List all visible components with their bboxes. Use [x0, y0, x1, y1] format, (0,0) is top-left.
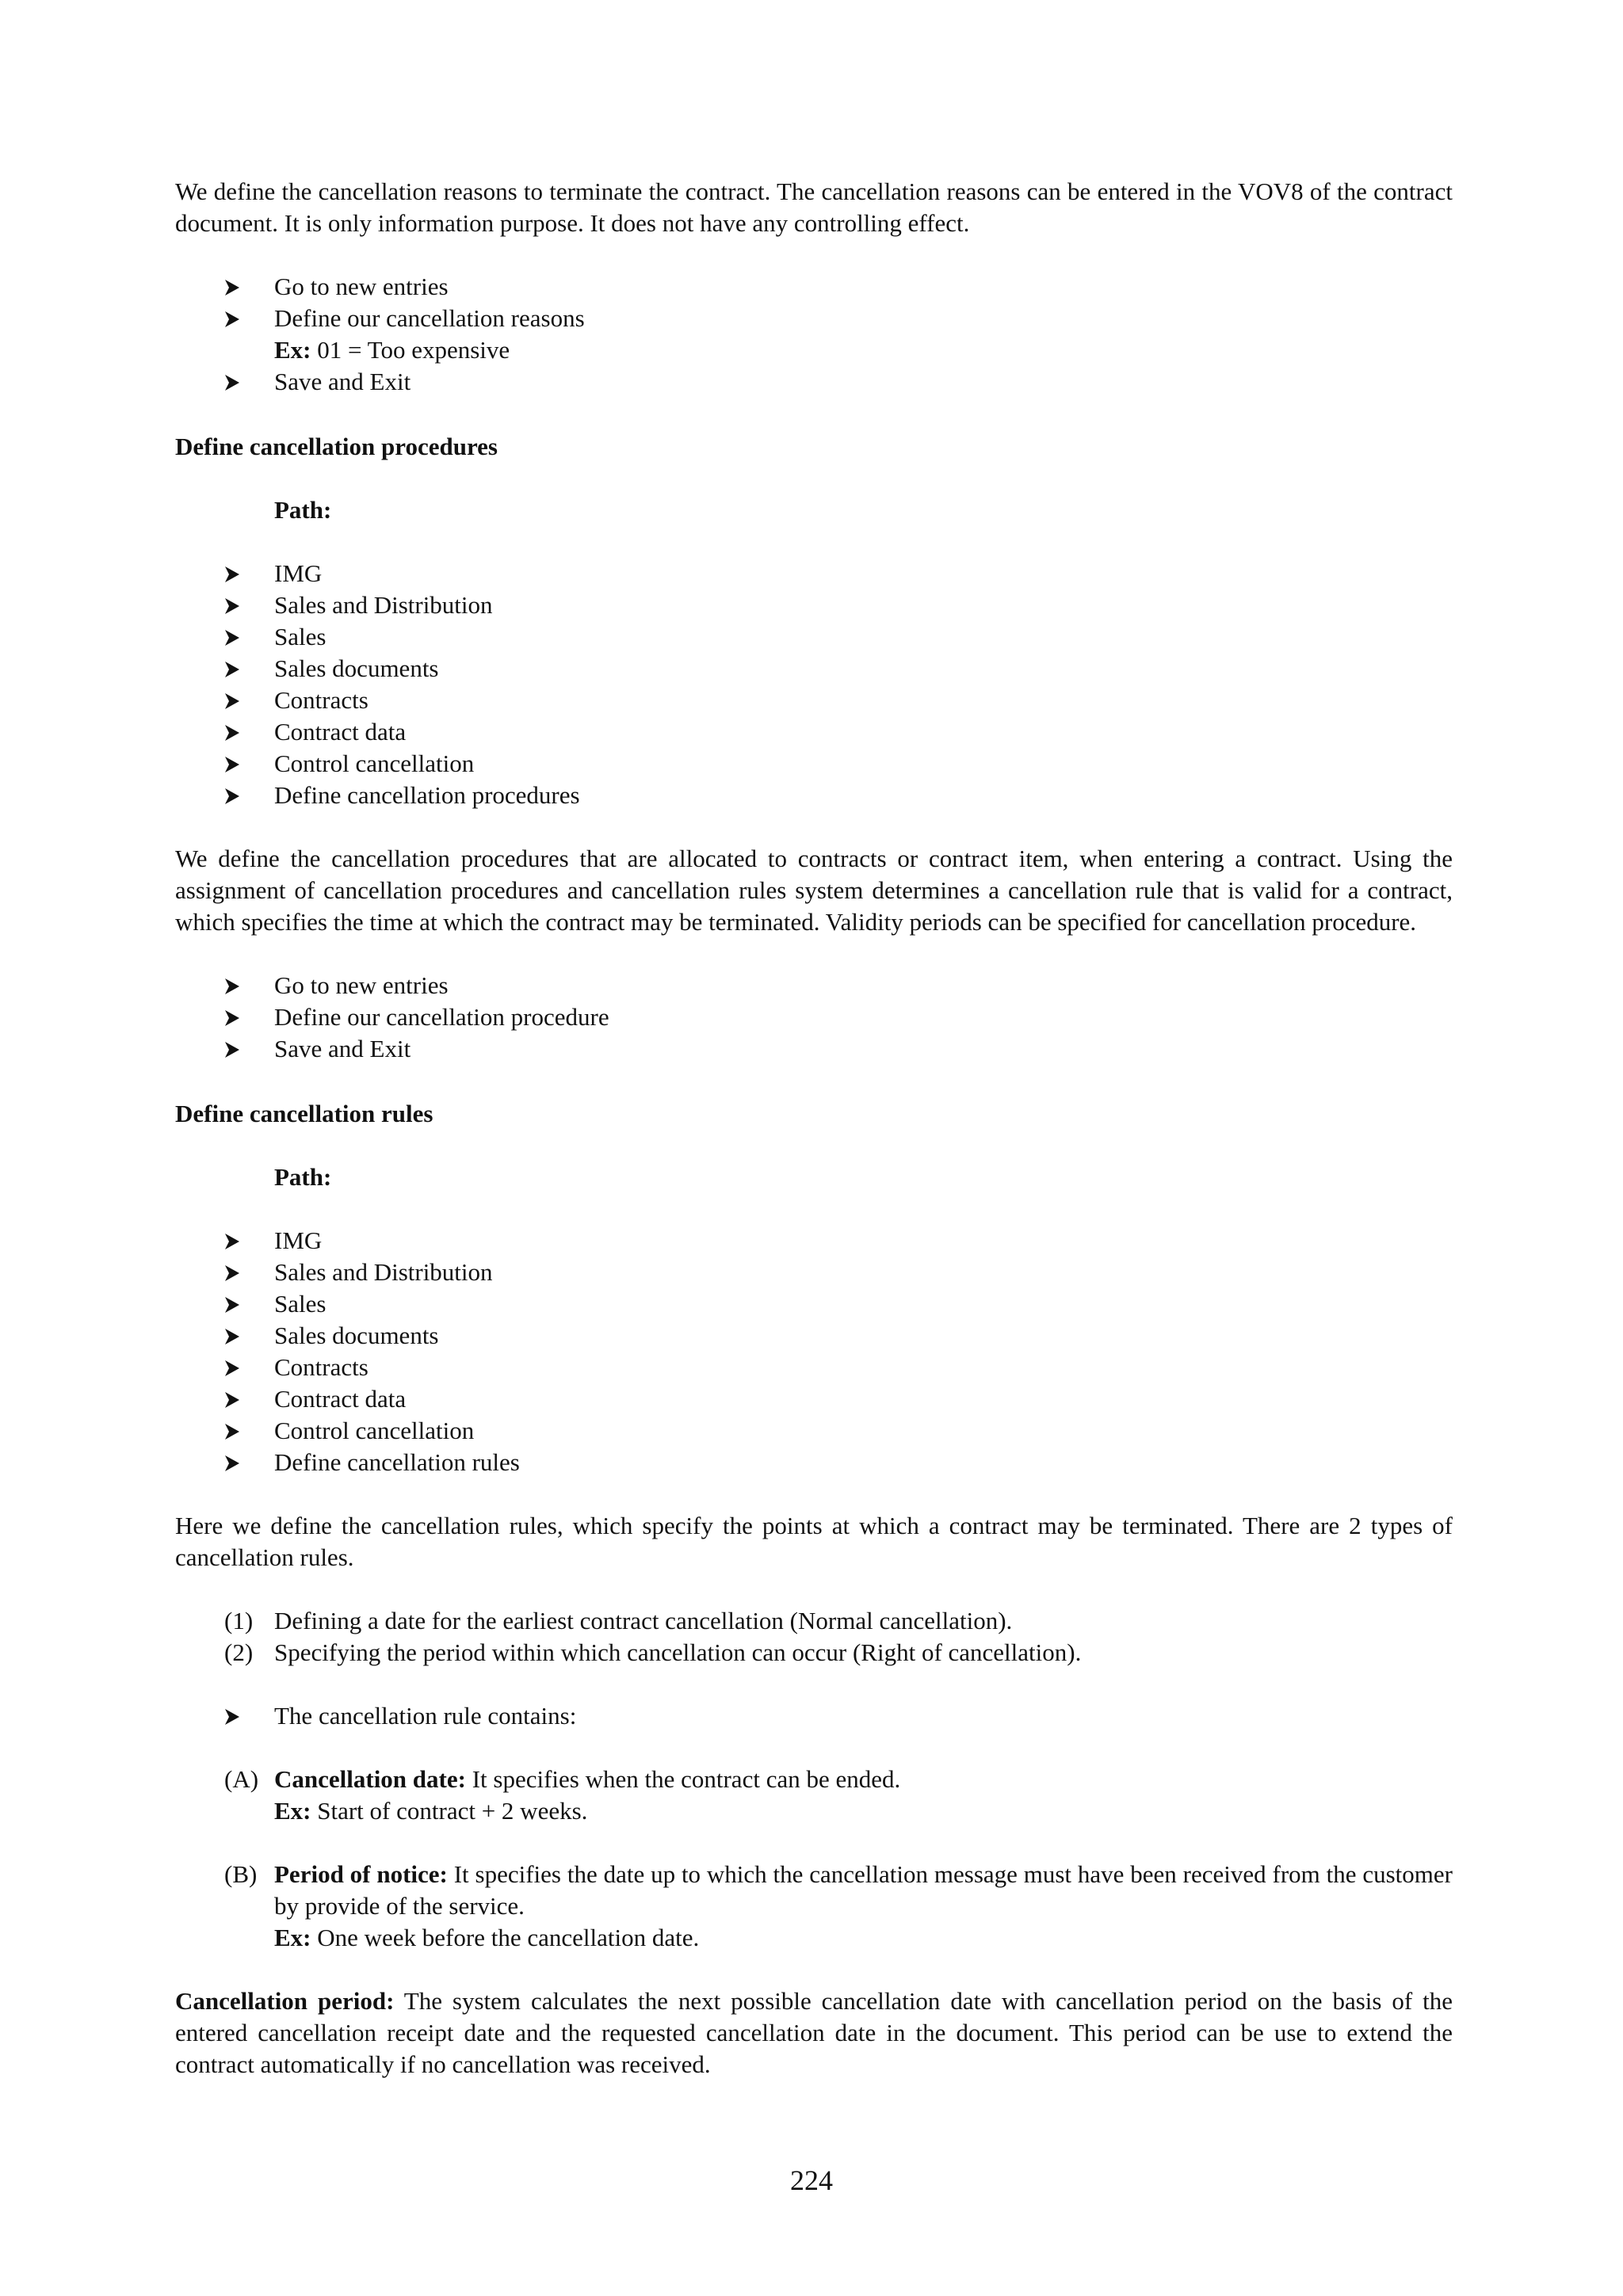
procedures-path-label: Path: [274, 496, 332, 524]
cancellation-period-paragraph: Cancellation period: The system calculates the next possible cancellation date with cancellation period on the basis of the entered cancellation receipt date and the requested cancellation date in the document. This period can be use to extend the contract automatically if no cancellation was received. [175, 1987, 1453, 2078]
list-item: Sales and Distribution [175, 1257, 1453, 1288]
arrow-bullet-icon [224, 303, 245, 334]
list-item: Sales and Distribution [175, 589, 1453, 621]
arrow-bullet-icon [224, 780, 245, 811]
rules-heading: Define cancellation rules [175, 1100, 433, 1127]
arrow-bullet-icon [224, 1001, 245, 1033]
arrow-bullet-icon [224, 653, 245, 685]
arrow-bullet-icon [224, 558, 245, 589]
arrow-bullet-icon [224, 1447, 245, 1478]
list-item: (A) Cancellation date: It specifies when the contract can be ended. Ex: Start of contract + 2 weeks. [224, 1765, 901, 1825]
procedures-paragraph: We define the cancellation procedures that are allocated to contracts or contract item, when entering a contract. Using the assignment of cancellation procedures and cancellation rules system determines a cancellation rule that is valid for a contract, which specifies the time at which the contract may be terminated. Validity periods can be specified for cancellation procedure. [175, 845, 1453, 936]
arrow-bullet-icon [224, 1033, 245, 1065]
list-item: (1) Defining a date for the earliest contract cancellation (Normal cancellation). [224, 1607, 1013, 1634]
procedures-steps-list [175, 970, 1453, 1065]
arrow-bullet-icon [224, 1225, 245, 1257]
document-body [175, 176, 1453, 2081]
rules-detail-b [175, 1859, 1453, 1954]
rules-contains-list [175, 1700, 1453, 1732]
arrow-bullet-icon [224, 1320, 245, 1352]
arrow-bullet-icon [224, 685, 245, 716]
reasons-steps-list-end [175, 366, 1453, 398]
arrow-bullet-icon [224, 1383, 245, 1415]
list-item: Sales documents [175, 653, 1453, 685]
rules-types-list [175, 1605, 1453, 1669]
arrow-bullet-icon [224, 1352, 245, 1383]
rules-path-label: Path: [274, 1163, 332, 1191]
intro-paragraph: We define the cancellation reasons to terminate the contract. The cancellation reasons can be entered in the VOV8 of the contract document. It is only information purpose. It does not have any controlling effect. [175, 177, 1453, 237]
list-item: Sales [175, 621, 1453, 653]
reasons-steps-list [175, 271, 1453, 334]
list-item: Go to new entries [175, 271, 1453, 303]
list-item: Go to new entries [175, 970, 1453, 1001]
arrow-bullet-icon [224, 366, 245, 398]
list-item: (2) Specifying the period within which cancellation can occur (Right of cancellation). [224, 1638, 1082, 1666]
list-item: Sales documents [175, 1320, 1453, 1352]
list-item: Define our cancellation reasons [175, 303, 1453, 334]
list-item: Save and Exit [175, 1033, 1453, 1065]
procedures-heading: Define cancellation procedures [175, 433, 498, 460]
list-item: Save and Exit [175, 366, 1453, 398]
arrow-bullet-icon [224, 589, 245, 621]
list-item: Control cancellation [175, 748, 1453, 780]
rules-path-list [175, 1225, 1453, 1478]
list-item: Control cancellation [175, 1415, 1453, 1447]
page-number: 224 [790, 2164, 833, 2196]
rules-detail-a [175, 1764, 1453, 1827]
list-item: IMG [175, 1225, 1453, 1257]
list-item: Define cancellation rules [175, 1447, 1453, 1478]
list-item: (B) Period of notice: It specifies the date up to which the cancellation message must have been received from the customer by provide of the service. Ex: One week before the cancellation date. [224, 1860, 1453, 1951]
list-item: Define cancellation procedures [175, 780, 1453, 811]
arrow-bullet-icon [224, 621, 245, 653]
arrow-bullet-icon [224, 716, 245, 748]
list-item: Contracts [175, 1352, 1453, 1383]
list-item: Contract data [175, 716, 1453, 748]
arrow-bullet-icon [224, 271, 245, 303]
list-item: Contract data [175, 1383, 1453, 1415]
arrow-bullet-icon [224, 1257, 245, 1288]
list-item: Contracts [175, 685, 1453, 716]
list-item: IMG [175, 558, 1453, 589]
list-item: Define our cancellation procedure [175, 1001, 1453, 1033]
arrow-bullet-icon [224, 1415, 245, 1447]
reasons-example: Ex: 01 = Too expensive [274, 336, 510, 364]
arrow-bullet-icon [224, 1288, 245, 1320]
rules-paragraph: Here we define the cancellation rules, which specify the points at which a contract may be terminated. There are 2 types of cancellation rules. [175, 1512, 1453, 1571]
arrow-bullet-icon [224, 748, 245, 780]
procedures-path-list [175, 558, 1453, 811]
arrow-bullet-icon [224, 970, 245, 1001]
list-item: Sales [175, 1288, 1453, 1320]
list-item: The cancellation rule contains: [175, 1700, 1453, 1732]
arrow-bullet-icon [224, 1700, 245, 1732]
